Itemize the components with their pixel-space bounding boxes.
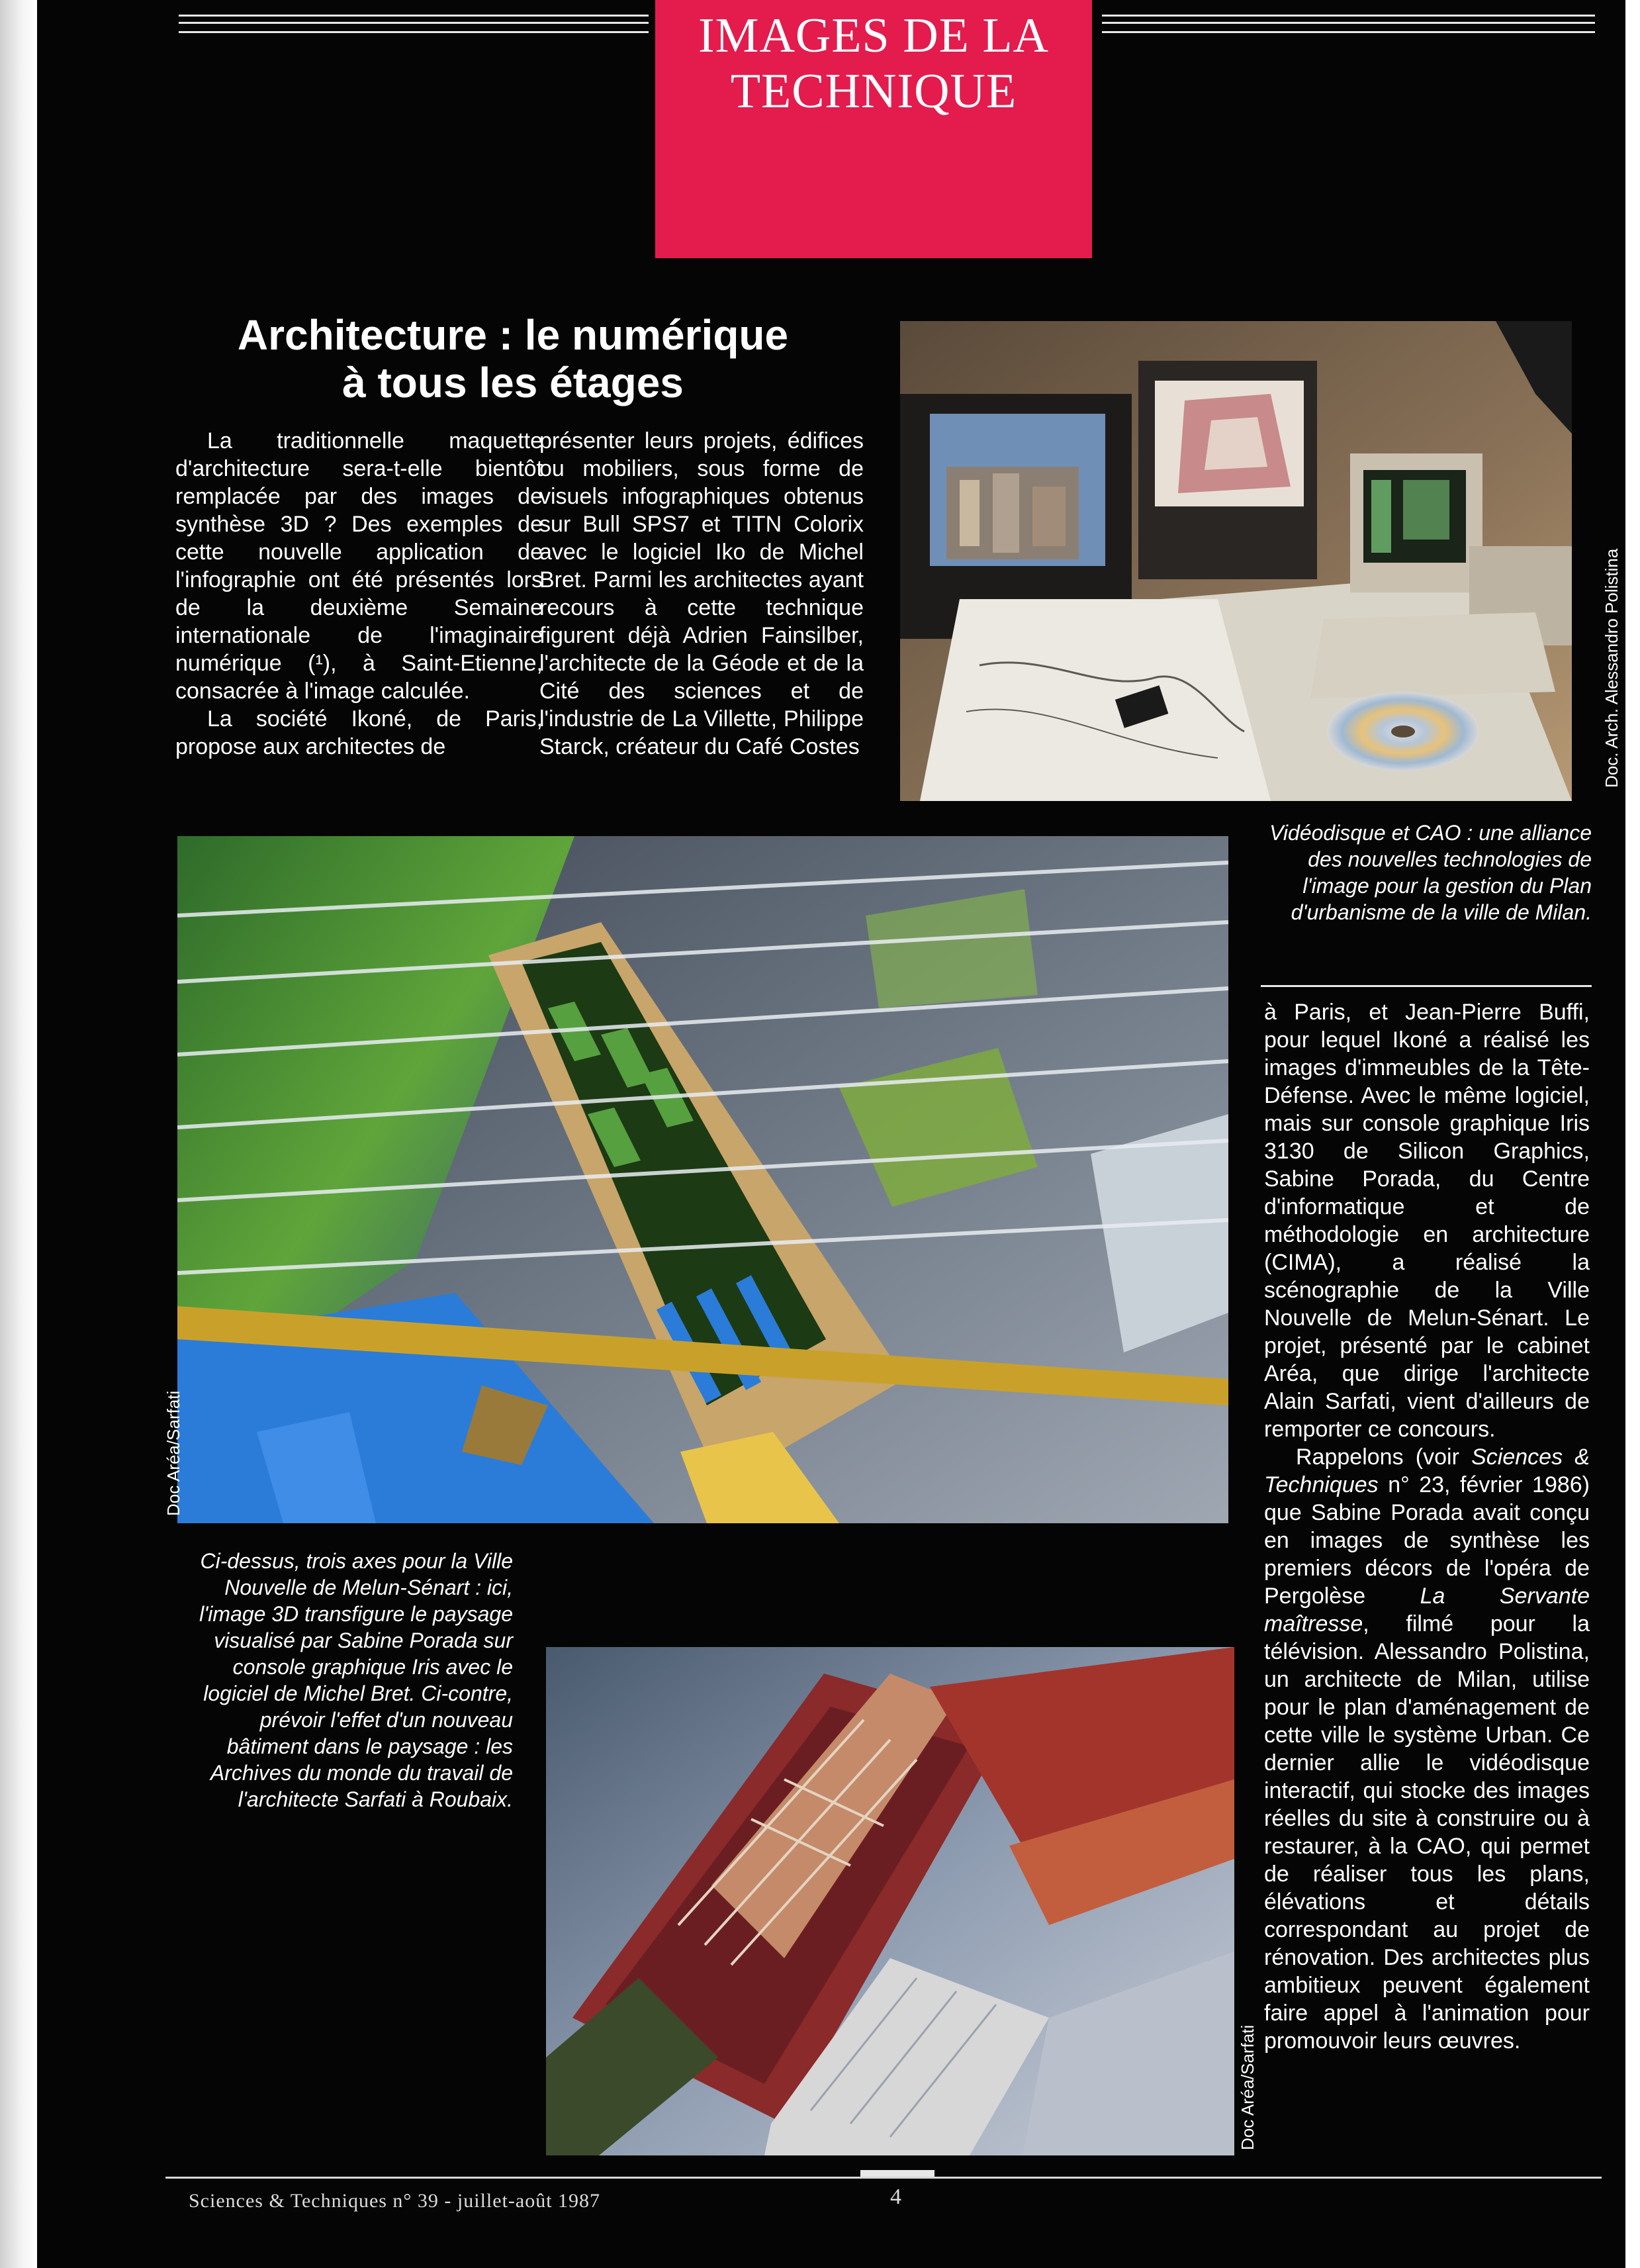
page-number: 4: [890, 2185, 901, 2209]
column3-p2-journal: Sciences & Techniques: [1264, 1444, 1590, 1497]
header-rule-left: [179, 15, 649, 33]
credit-photo-middle: Doc Aréa/Sarfati: [163, 1390, 183, 1516]
spread-gutter: [0, 0, 37, 2268]
photo-videodisc-cad-illustration: [900, 321, 1572, 801]
column3-paragraph1: à Paris, et Jean-Pierre Buffi, pour lequel Ikoné a réalisé les images d'immeubles de la Tête-Défense. Avec le même logiciel, mais sur console graphique Iris 3130 de Silicon Graphics, Sabine Porada, du Centre d'informatique et de méthodologie en architecture (CIMA), a réalisé la scénographie de la Ville Nouvelle de Melun-Sénart. Le projet, présenté par le cabinet Aréa, que dirige l'architecte Alain Sarfati, vient d'ailleurs de remporter ce concours.: [1264, 1000, 1590, 1442]
column3-p2-part2: n° 23, février 1986) que Sabine Porada avait conçu en images de synthèse les premiers décors de l'opéra de Pergolèse: [1264, 1472, 1590, 1609]
column2-paragraph1: présenter leurs projets, édifices ou mobiliers, sous forme de visuels infographiques obtenus sur Bull SPS7 et TITN Colorix avec le logiciel Iko de Michel Bret. Parmi les architectes ayant recours à cette technique figurent déjà Adrien Fainsilber, l'architecte de la Géode et de la Cité des sciences et de l'industrie de La Villette, Philippe Starck, créateur du Café Costes: [539, 428, 864, 759]
caption-photo-middle: Ci-dessus, trois axes pour la Ville Nouvelle de Melun-Sénart : ici, l'image 3D transfigure le paysage visualisé par Sabine Porada sur console graphique Iris avec le logiciel de Michel Bret. Ci-contre, prévoir l'effet d'un nouveau bâtiment dans le paysage : les Archives du monde du travail de l'architecte Sarfati à Roubaix.: [199, 1549, 513, 1811]
column3-paragraph2: [1264, 1443, 1590, 2055]
header-rule-right: [1102, 15, 1595, 33]
footer-rule: [165, 2177, 1602, 2179]
caption-photo-top: Vidéodisque et CAO : une alliance des nouvelles technologies de l'image pour la gestion du Plan d'urbanisme de la ville de Milan.: [1269, 821, 1592, 924]
caption-rule: [1261, 985, 1592, 987]
headline-line2: à tous les étages: [342, 359, 684, 406]
headline-line1: Architecture : le numérique: [237, 311, 789, 359]
footer-journal: Sciences & Techniques n° 39 - juillet-août 1987: [189, 2190, 601, 2212]
section-banner-line1: IMAGES DE LA: [698, 9, 1049, 63]
credit-photo-top: Doc. Arch. Alessandro Polistina: [1602, 548, 1621, 788]
photo-videodisc-cad: [900, 321, 1572, 801]
column3-p2-part3: , filmé pour la télévision. Alessandro Polistina, un architecte de Milan, utilise pour le plan d'aménagement de cette ville le système Urban. Ce dernier allie le vidéodisque interactif, qui stocke des images réelles du site à construire ou à restaurer, à la CAO, qui permet de réaliser tous les plans, élévations et détails correspondant au projet de rénovation. Des architectes plus ambitieux peuvent également faire appel à l'animation pour promouvoir leurs œuvres.: [1264, 1611, 1590, 2054]
credit-photo-bottom: Doc Aréa/Sarfati: [1238, 2024, 1257, 2150]
column3-p2-part1: Rappelons (voir: [1296, 1444, 1472, 1470]
column1-paragraph1: La traditionnelle maquette d'architecture sera-t-elle bientôt remplacée par des images de synthèse 3D ? Des exemples de cette nouvelle application de l'infographie ont été présentés lors de la deuxième Semaine internationale de l'imaginaire numérique (¹), à Saint-Etienne, consacrée à l'image calculée.: [175, 428, 543, 704]
column1-paragraph2: La société Ikoné, de Paris, propose aux architectes de: [175, 706, 543, 759]
article-column-1: [175, 427, 543, 761]
section-banner-line2: TECHNIQUE: [730, 64, 1017, 118]
section-banner: [655, 0, 1092, 258]
article-headline: [169, 311, 857, 406]
photo-archives-roubaix: [546, 1647, 1234, 2155]
photo-melun-senart-3d: [177, 836, 1228, 1523]
footer-mark: [860, 2170, 934, 2177]
article-column-3: [1264, 998, 1590, 2055]
photo-archives-roubaix-illustration: [546, 1647, 1234, 2155]
article-column-2: [539, 427, 864, 761]
column3-p2-opera-title: La Servante maîtresse: [1264, 1583, 1590, 1636]
photo-melun-senart-3d-illustration: [177, 836, 1228, 1523]
